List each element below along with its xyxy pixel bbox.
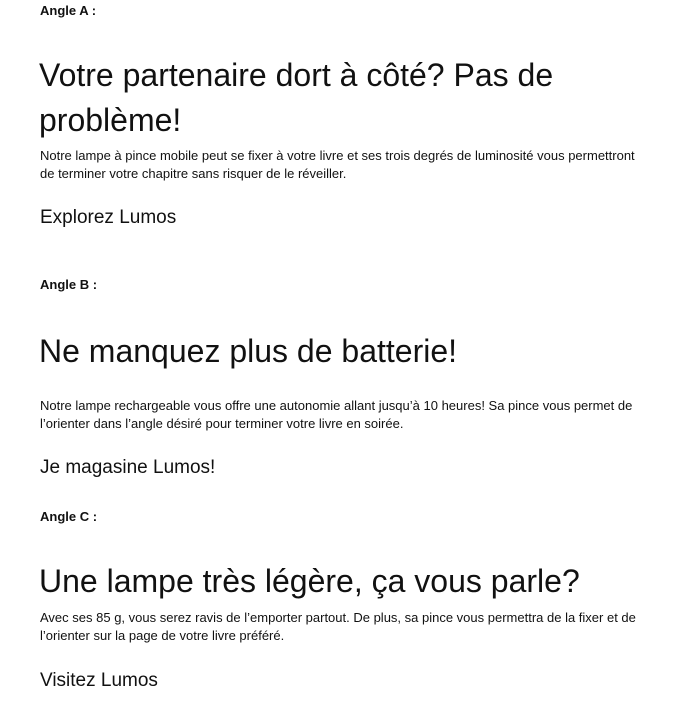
angle-a-cta: Explorez Lumos	[40, 207, 177, 228]
angle-b-body: Notre lampe rechargeable vous offre une autonomie allant jusqu’à 10 heures! Sa pince vous permet de l’orienter dans l’angle désiré pour terminer votre livre en soirée.	[40, 398, 633, 431]
angle-b-cta: Je magasine Lumos!	[40, 457, 216, 478]
angle-b-label: Angle B :	[40, 277, 98, 292]
angle-c-headline: Une lampe très légère, ça vous parle?	[39, 563, 580, 599]
angle-c-cta: Visitez Lumos	[40, 670, 158, 691]
angle-a-headline: Votre partenaire dort à côté? Pas de problème!	[39, 57, 554, 138]
angle-c-body: Avec ses 85 g, vous serez ravis de l’emporter partout. De plus, sa pince vous permettra de la fixer et de l’orienter sur la page de votre livre préféré.	[40, 610, 636, 643]
angle-a-label: Angle A :	[40, 3, 97, 18]
angle-b-headline: Ne manquez plus de batterie!	[39, 333, 458, 369]
angle-c-label: Angle C :	[40, 509, 98, 524]
angle-a-body: Notre lampe à pince mobile peut se fixer à votre livre et ses trois degrés de luminosité vous permettront de terminer votre chapitre sans risquer de le réveiller.	[40, 148, 635, 181]
